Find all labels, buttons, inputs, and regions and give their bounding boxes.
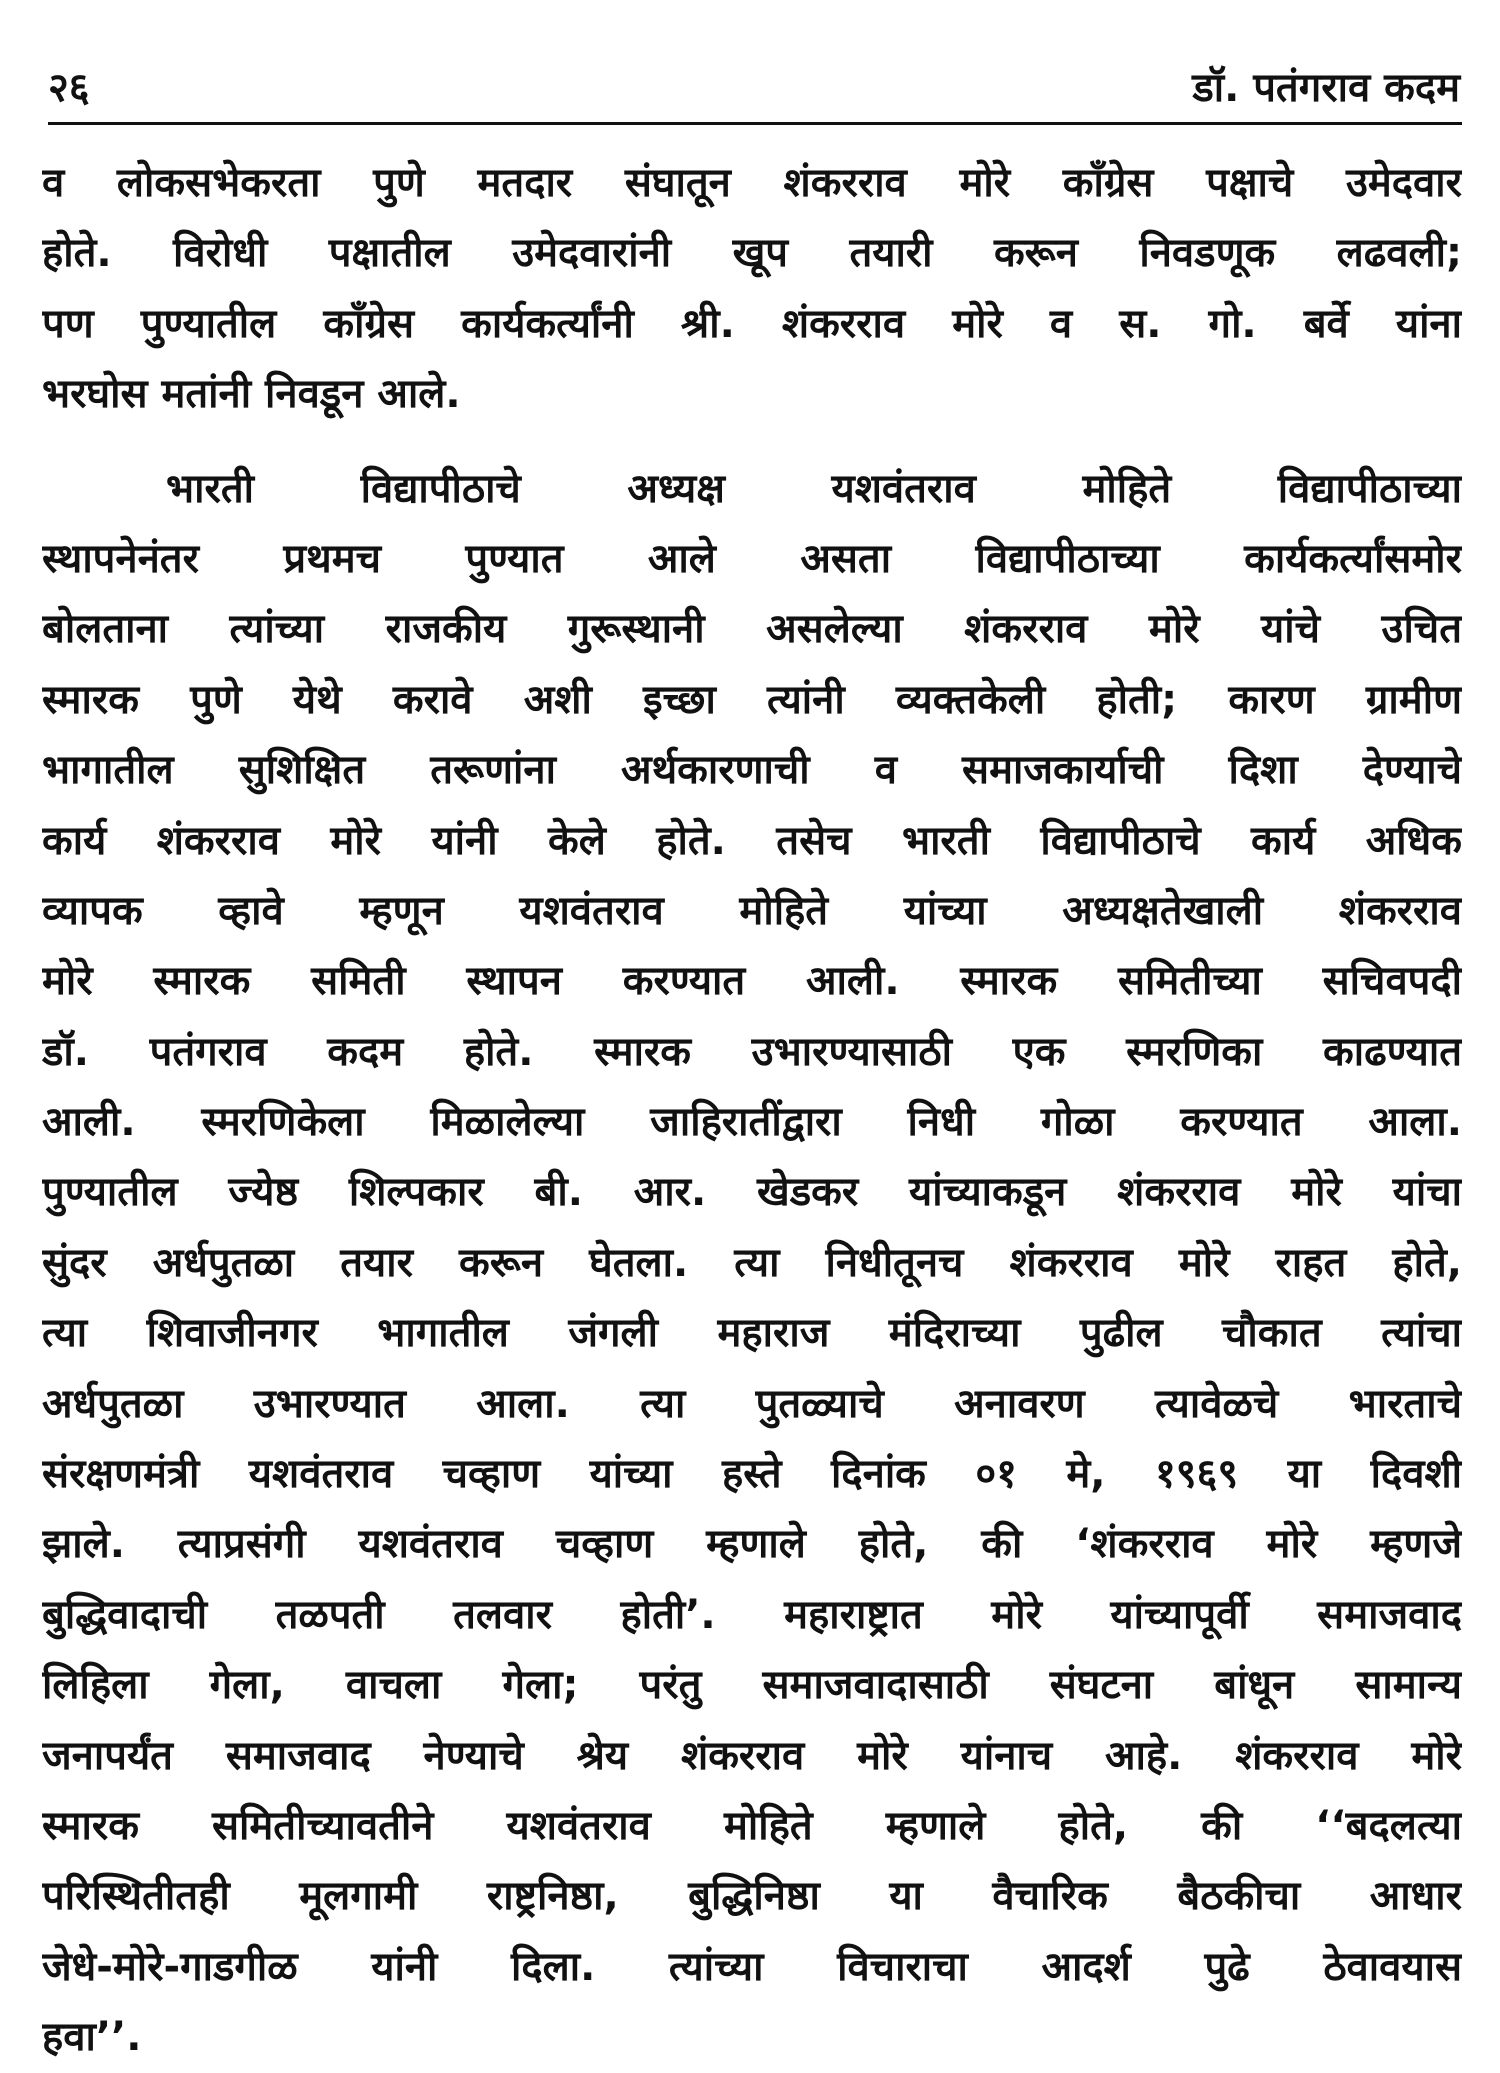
body-text	[42, 148, 1462, 2073]
text-line: स्थापनेनंतर प्रथमच पुण्यात आले असता विद्यापीठाच्या कार्यकर्त्यांसमोर	[42, 535, 1462, 582]
page-header	[48, 58, 1460, 128]
text-line: भागातील सुशिक्षित तरूणांना अर्थकारणाची व समाजकार्याची दिशा देण्याचे	[42, 747, 1462, 794]
text-line: स्मारक पुणे येथे करावे अशी इच्छा त्यांनी व्यक्तकेली होती; कारण ग्रामीण	[42, 676, 1462, 723]
text-line: लिहिला गेला, वाचला गेला; परंतु समाजवादासाठी संघटना बांधून सामान्य	[42, 1662, 1462, 1709]
text-line: बुद्धिवादाची तळपती तलवार होती’. महाराष्ट्रात मोरे यांच्यापूर्वी समाजवाद	[42, 1591, 1462, 1638]
text-line: त्या शिवाजीनगर भागातील जंगली महाराज मंदिराच्या पुढील चौकात त्यांचा	[42, 1310, 1462, 1357]
text-line: स्मारक समितीच्यावतीने यशवंतराव मोहिते म्हणाले होते, की ‘‘बदलत्या	[42, 1802, 1462, 1849]
text-line: डॉ. पतंगराव कदम होते. स्मारक उभारण्यासाठी एक स्मरणिका काढण्यात	[42, 1028, 1462, 1075]
text-line: हवा’’.	[42, 2014, 142, 2061]
header-rule	[48, 122, 1462, 125]
text-line: कार्य शंकरराव मोरे यांनी केले होते. तसेच भारती विद्यापीठाचे कार्य अधिक	[42, 817, 1462, 864]
text-line: व लोकसभेकरता पुणे मतदार संघातून शंकरराव मोरे काँग्रेस पक्षाचे उमेदवार	[42, 160, 1462, 206]
text-line: अर्धपुतळा उभारण्यात आला. त्या पुतळ्याचे अनावरण त्यावेळचे भारताचे	[42, 1380, 1462, 1427]
text-line: जनापर्यंत समाजवाद नेण्याचे श्रेय शंकरराव मोरे यांनाच आहे. शंकरराव मोरे	[42, 1732, 1462, 1779]
text-line: भारती विद्यापीठाचे अध्यक्ष यशवंतराव मोहिते विद्यापीठाच्या	[166, 465, 1462, 512]
paragraph-1	[42, 148, 1462, 430]
text-line: आली. स्मरणिकेला मिळालेल्या जाहिरातींद्वारा निधी गोळा करण्यात आला.	[42, 1099, 1462, 1146]
text-line: परिस्थितीतही मूलगामी राष्ट्रनिष्ठा, बुद्धिनिष्ठा या वैचारिक बैठकीचा आधार	[42, 1873, 1462, 1920]
text-line: झाले. त्याप्रसंगी यशवंतराव चव्हाण म्हणाले होते, की ‘शंकरराव मोरे म्हणजे	[42, 1521, 1462, 1568]
text-line: होते. विरोधी पक्षातील उमेदवारांनी खूप तयारी करून निवडणूक लढवली;	[42, 230, 1462, 277]
text-line: बोलताना त्यांच्या राजकीय गुरूस्थानी असलेल्या शंकरराव मोरे यांचे उचित	[42, 606, 1462, 653]
text-line: भरघोस मतांनी निवडून आले.	[42, 371, 461, 418]
text-line: पण पुण्यातील काँग्रेस कार्यकर्त्यांनी श्री. शंकरराव मोरे व स. गो. बर्वे यांना	[42, 300, 1462, 347]
text-line: पुण्यातील ज्येष्ठ शिल्पकार बी. आर. खेडकर यांच्याकडून शंकरराव मोरे यांचा	[42, 1169, 1462, 1216]
paragraph-2	[42, 454, 1462, 2073]
running-head: डॉ. पतंगराव कदम	[1192, 65, 1460, 111]
text-line: मोरे स्मारक समिती स्थापन करण्यात आली. स्मारक समितीच्या सचिवपदी	[42, 958, 1462, 1005]
paragraph-gap	[42, 430, 1462, 454]
page-number: २६	[48, 65, 90, 111]
text-line: व्यापक व्हावे म्हणून यशवंतराव मोहिते यांच्या अध्यक्षतेखाली शंकरराव	[42, 887, 1462, 934]
text-line: जेधे-मोरे-गाडगीळ यांनी दिला. त्यांच्या विचाराचा आदर्श पुढे ठेवावयास	[42, 1943, 1462, 1990]
text-line: संरक्षणमंत्री यशवंतराव चव्हाण यांच्या हस्ते दिनांक ०१ मे, १९६९ या दिवशी	[42, 1451, 1462, 1498]
text-line: सुंदर अर्धपुतळा तयार करून घेतला. त्या निधीतूनच शंकरराव मोरे राहत होते,	[42, 1239, 1462, 1286]
